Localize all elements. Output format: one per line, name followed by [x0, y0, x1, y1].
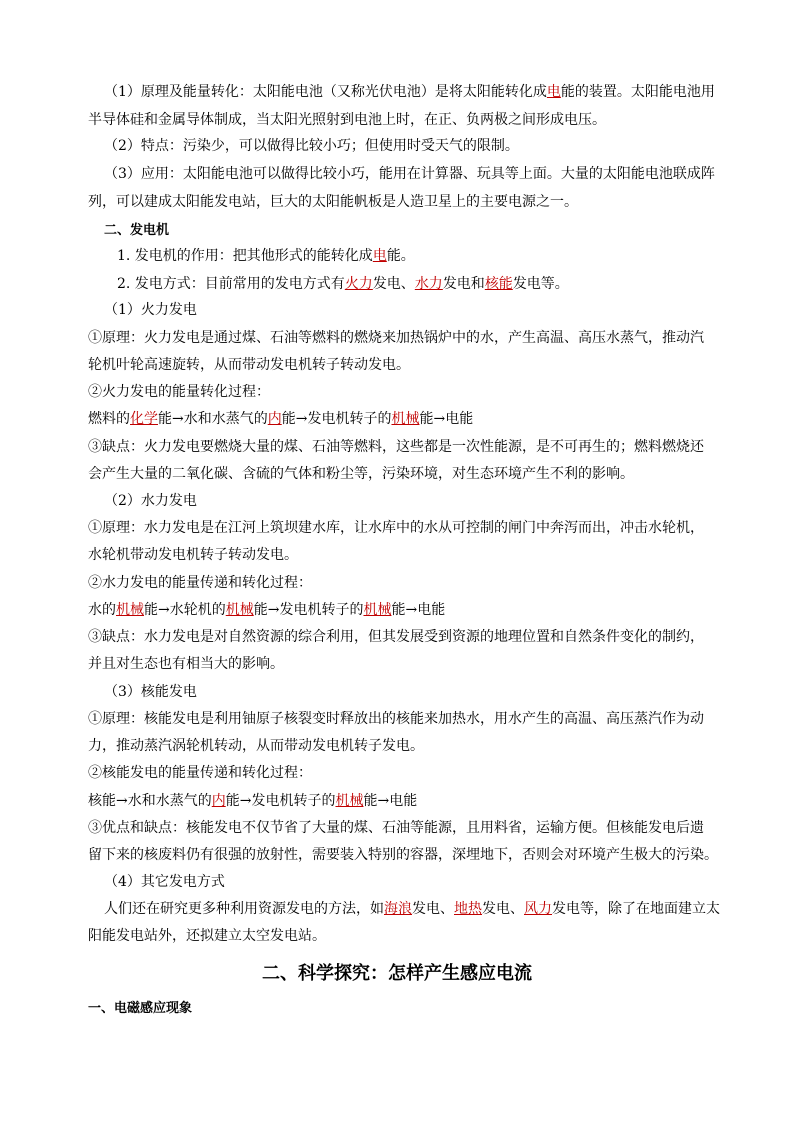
text-run: 能→电能 [391, 602, 446, 618]
heading-hydro-power: （2）水力发电 [104, 493, 197, 509]
heading-generator: 二、发电机 [104, 223, 170, 238]
thermal-energy-chain [88, 409, 473, 429]
paragraph-solar-principle [104, 82, 715, 102]
paragraph-line: 半导体硅和金属导体制成，当太阳光照射到电池上时，在正、负两极之间形成电压。 [88, 112, 606, 128]
keyword-highlight: 机械 [335, 793, 364, 809]
paragraph-generator-function [117, 246, 415, 266]
paragraph-nuclear-principle: ①原理：核能发电是利用铀原子核裂变时释放出的核能来加热水，用水产生的高温、高压蒸汽作为动 [88, 711, 704, 727]
text-run: 能的装置。太阳能电池用 [560, 84, 715, 100]
nuclear-energy-chain [88, 791, 417, 811]
paragraph-line: 会产生大量的二氧化碳、含硫的气体和粉尘等，污染环境，对生态环境产生不利的影响。 [88, 466, 634, 482]
keyword-highlight: 化学 [130, 411, 158, 427]
text-run: 发电、 [372, 276, 415, 292]
text-run: 能→水轮机的 [144, 602, 226, 618]
keyword-highlight: 机械 [363, 602, 392, 618]
keyword-highlight: 海浪 [384, 901, 412, 917]
text-run: 发电、 [482, 901, 524, 917]
text-run: 能→发电机转子的 [253, 602, 364, 618]
text-run: 水的 [88, 602, 116, 618]
text-run: 发电、 [412, 901, 454, 917]
text-run: 能。 [386, 248, 415, 264]
heading-nuclear-power: （3）核能发电 [104, 684, 197, 700]
keyword-highlight: 电 [546, 84, 561, 100]
hydro-energy-chain [88, 600, 445, 620]
text-run: 1. 发电机的作用：把其他形式的能转化成 [117, 248, 373, 264]
keyword-highlight: 风力 [524, 901, 552, 917]
text-run: 发电等，除了在地面建立太 [552, 901, 720, 917]
keyword-highlight: 核能 [484, 276, 513, 292]
text-run: （1）原理及能量转化：太阳能电池（又称光伏电池）是将太阳能转化成 [104, 84, 547, 100]
text-run: 能→发电机转子的 [225, 793, 336, 809]
keyword-highlight: 机械 [225, 602, 254, 618]
paragraph-generation-methods [117, 274, 569, 294]
text-run: 发电和 [442, 276, 485, 292]
text-run: 能→发电机转子的 [281, 411, 392, 427]
text-run: 能→电能 [363, 793, 418, 809]
paragraph-thermal-drawbacks: ③缺点：火力发电要燃烧大量的煤、石油等燃料，这些都是一次性能源，是不可再生的；燃料燃烧还 [88, 439, 704, 455]
paragraph-hydro-principle: ①原理：水力发电是在江河上筑坝建水库，让水库中的水从可控制的闸门中奔泻而出，冲击水轮机， [88, 520, 704, 536]
keyword-highlight: 水力 [414, 276, 443, 292]
text-run: 能→电能 [419, 411, 474, 427]
paragraph-hydro-process: ②水力发电的能量传递和转化过程： [88, 575, 312, 591]
keyword-highlight: 机械 [391, 411, 420, 427]
text-run: 燃料的 [88, 411, 130, 427]
paragraph-thermal-process: ②火力发电的能量转化过程： [88, 384, 270, 400]
heading-thermal-power: （1）火力发电 [104, 302, 197, 318]
paragraph-line: 列，可以建成太阳能发电站，巨大的太阳能帆板是人造卫星上的主要电源之一。 [88, 194, 578, 210]
paragraph-line: 轮机叶轮高速旋转，从而带动发电机转子转动发电。 [88, 357, 410, 373]
paragraph-other-methods [104, 899, 720, 919]
keyword-highlight: 地热 [454, 901, 482, 917]
paragraph-thermal-principle: ①原理：火力发电是通过煤、石油等燃料的燃烧来加热锅炉中的水，产生高温、高压水蒸气，推动汽 [88, 330, 704, 346]
text-run: 能→水和水蒸气的 [158, 411, 268, 427]
text-run: 人们还在研究更多种利用资源发电的方法，如 [104, 901, 384, 917]
keyword-highlight: 机械 [116, 602, 144, 618]
paragraph-line: 水轮机带动发电机转子转动发电。 [88, 547, 298, 563]
text-run: 核能→水和水蒸气的 [88, 793, 212, 809]
paragraph-solar-features: （2）特点：污染少，可以做得比较小巧；但使用时受天气的限制。 [104, 138, 519, 154]
keyword-highlight: 内 [211, 793, 226, 809]
paragraph-line: 阳能发电站外，还拟建立太空发电站。 [88, 928, 326, 944]
paragraph-line: 力，推动蒸汽涡轮机转动，从而带动发电机转子发电。 [88, 738, 424, 754]
keyword-highlight: 内 [267, 411, 282, 427]
text-run: 发电等。 [512, 276, 569, 292]
paragraph-hydro-drawbacks: ③缺点：水力发电是对自然资源的综合利用，但其发展受到资源的地理位置和自然条件变化的制约， [88, 629, 704, 645]
paragraph-line: 并且对生态也有相当大的影响。 [88, 656, 284, 672]
section-title-induced-current: 二、科学探究：怎样产生感应电流 [262, 963, 532, 984]
text-run: 2. 发电方式：目前常用的发电方式有 [117, 276, 345, 292]
paragraph-solar-application: （3）应用：太阳能电池可以做得比较小巧，能用在计算器、玩具等上面。大量的太阳能电池联成阵 [104, 166, 715, 182]
paragraph-nuclear-pros-cons: ③优点和缺点：核能发电不仅节省了大量的煤、石油等能源，且用料省，运输方便。但核能发电后遗 [88, 820, 704, 836]
heading-electromagnetic-induction: 一、电磁感应现象 [88, 1001, 193, 1016]
keyword-highlight: 火力 [344, 276, 373, 292]
keyword-highlight: 电 [372, 248, 387, 264]
paragraph-line: 留下来的核废料仍有很强的放射性，需要装入特别的容器，深埋地下，否则会对环境产生极大的污染。 [88, 847, 718, 863]
heading-other-methods: （4）其它发电方式 [104, 874, 225, 890]
paragraph-nuclear-process: ②核能发电的能量传递和转化过程： [88, 765, 312, 781]
